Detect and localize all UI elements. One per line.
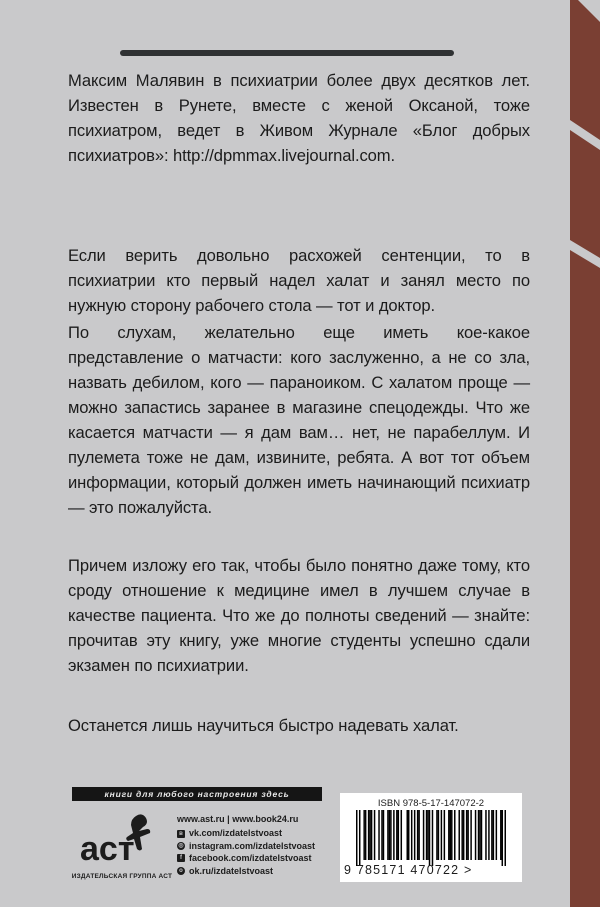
- barcode-bar: [398, 810, 399, 860]
- barcode-bar: [488, 810, 489, 860]
- barcode-bar: [500, 810, 501, 860]
- barcode-bar: [448, 810, 449, 860]
- barcode-digits: 9 785171 470722 >: [344, 863, 473, 877]
- barcode-bar: [383, 810, 384, 860]
- barcode-bar: [387, 810, 388, 860]
- barcode-bar: [470, 810, 471, 860]
- barcode-bar: [481, 810, 482, 860]
- social-link-ok[interactable]: о ok.ru/izdatelstvoast: [177, 865, 315, 877]
- barcode-bar: [396, 810, 397, 860]
- barcode-bar: [408, 810, 409, 860]
- barcode-bar: [466, 810, 467, 860]
- barcode-bar: [427, 810, 428, 860]
- top-divider: [120, 50, 454, 56]
- barcode-bar: [374, 810, 375, 860]
- barcode-bar: [432, 810, 433, 866]
- publisher-links: [177, 813, 315, 877]
- barcode-bar: [369, 810, 370, 860]
- barcode-bar: [461, 810, 462, 860]
- publisher-caption: ИЗДАТЕЛЬСКАЯ ГРУППА АСТ: [71, 873, 173, 880]
- author-note: Максим Малявин в психиатрии более двух десятков лет. Известен в Рунете, вместе с женой Оксаной, тоже психиатром, ведет в Живом Журнале «Блог добрых психиатров»: http://dpmmax.livejournal.com.: [68, 71, 530, 165]
- ast-logo-icon: [76, 810, 168, 872]
- barcode-bar: [475, 810, 476, 860]
- barcode-bar: [426, 810, 427, 860]
- barcode-bar: [359, 810, 360, 866]
- barcode-bar: [381, 810, 382, 860]
- barcode-bar: [429, 810, 430, 866]
- spine-decoration: [570, 0, 600, 907]
- barcode-bar: [463, 810, 464, 860]
- barcode-icon: [356, 810, 506, 866]
- barcode-bar: [356, 810, 357, 866]
- barcode-bar: [389, 810, 390, 860]
- social-link-facebook[interactable]: f facebook.com/izdatelstvoast: [177, 852, 315, 864]
- barcode-bar: [454, 810, 455, 860]
- barcode-bar: [450, 810, 451, 860]
- blurb-paragraph-4: Останется лишь научиться быстро надевать халат.: [68, 716, 459, 735]
- barcode-bar: [441, 810, 442, 860]
- barcode-bar: [444, 810, 445, 860]
- blurb-paragraph-1: Если верить довольно расхожей сентенции, то в психиатрии кто первый надел халат и занял место по нужную сторону рабочего стола — тот и доктор.: [68, 246, 530, 315]
- isbn-label: ISBN 978-5-17-147072-2: [377, 798, 485, 809]
- barcode-bar: [496, 810, 497, 860]
- odnoklassniki-icon: о: [177, 867, 185, 875]
- barcode-bar: [411, 810, 412, 860]
- barcode-bar: [436, 810, 437, 860]
- barcode-bar: [378, 810, 379, 860]
- barcode-bar: [479, 810, 480, 860]
- barcode-bar: [458, 810, 459, 860]
- barcode-bar: [505, 810, 506, 866]
- barcode-bar: [371, 810, 372, 860]
- website-links[interactable]: www.ast.ru | www.book24.ru: [177, 814, 299, 824]
- barcode-bar: [363, 810, 364, 860]
- barcode-bar: [390, 810, 391, 860]
- barcode-bar: [491, 810, 492, 860]
- blurb-paragraph-2: По слухам, желательно еще иметь кое-какое представление о матчасти: кого заслуженно, а не со зла, назвать дебилом, кого — параноиком. С халатом проще — можно запастись заранее в магазине спецодежды. Что же касается матчасти — я дам вам… нет, не парабеллум. И пулемета тоже не дам, извините, ребята. А вот тот объем информации, который должен иметь начинающий психиатр — это пожалуйста.: [68, 323, 530, 517]
- barcode-box: [340, 793, 522, 882]
- svg-text:аст: аст: [80, 830, 135, 868]
- instagram-icon: ◎: [178, 843, 184, 850]
- barcode-bar: [393, 810, 394, 860]
- facebook-icon: f: [177, 854, 185, 862]
- barcode-bar: [418, 810, 419, 860]
- diagonal-stripes: [570, 0, 600, 907]
- barcode-bar: [407, 810, 408, 860]
- vk-icon: в: [177, 830, 185, 838]
- barcode-bar: [502, 810, 503, 866]
- barcode-bar: [451, 810, 452, 860]
- barcode-bar: [368, 810, 369, 860]
- barcode-bar: [478, 810, 479, 860]
- barcode-bar: [417, 810, 418, 860]
- barcode-bar: [401, 810, 402, 860]
- social-link-instagram[interactable]: ◎ instagram.com/izdatelstvoast: [178, 840, 316, 851]
- blurb-paragraph-3: Причем изложу его так, чтобы было понятно даже тому, кто сроду отношение к медицине имел в лучшем случае в качестве пациента. Что же до полноты сведений — знайте: прочитав эту книгу, уже многие студенты успешно сдали экзамен по психиатрии.: [68, 556, 530, 675]
- barcode-bar: [414, 810, 415, 860]
- barcode-bar: [423, 810, 424, 860]
- slogan-band: книги для любого настроения здесь: [72, 787, 322, 801]
- barcode-bar: [493, 810, 494, 860]
- barcode-bar: [365, 810, 366, 860]
- social-link-vk[interactable]: в vk.com/izdatelstvoast: [177, 827, 315, 839]
- barcode-bar: [467, 810, 468, 860]
- ast-logo: [76, 810, 168, 872]
- barcode-bar: [438, 810, 439, 860]
- barcode-bar: [485, 810, 486, 860]
